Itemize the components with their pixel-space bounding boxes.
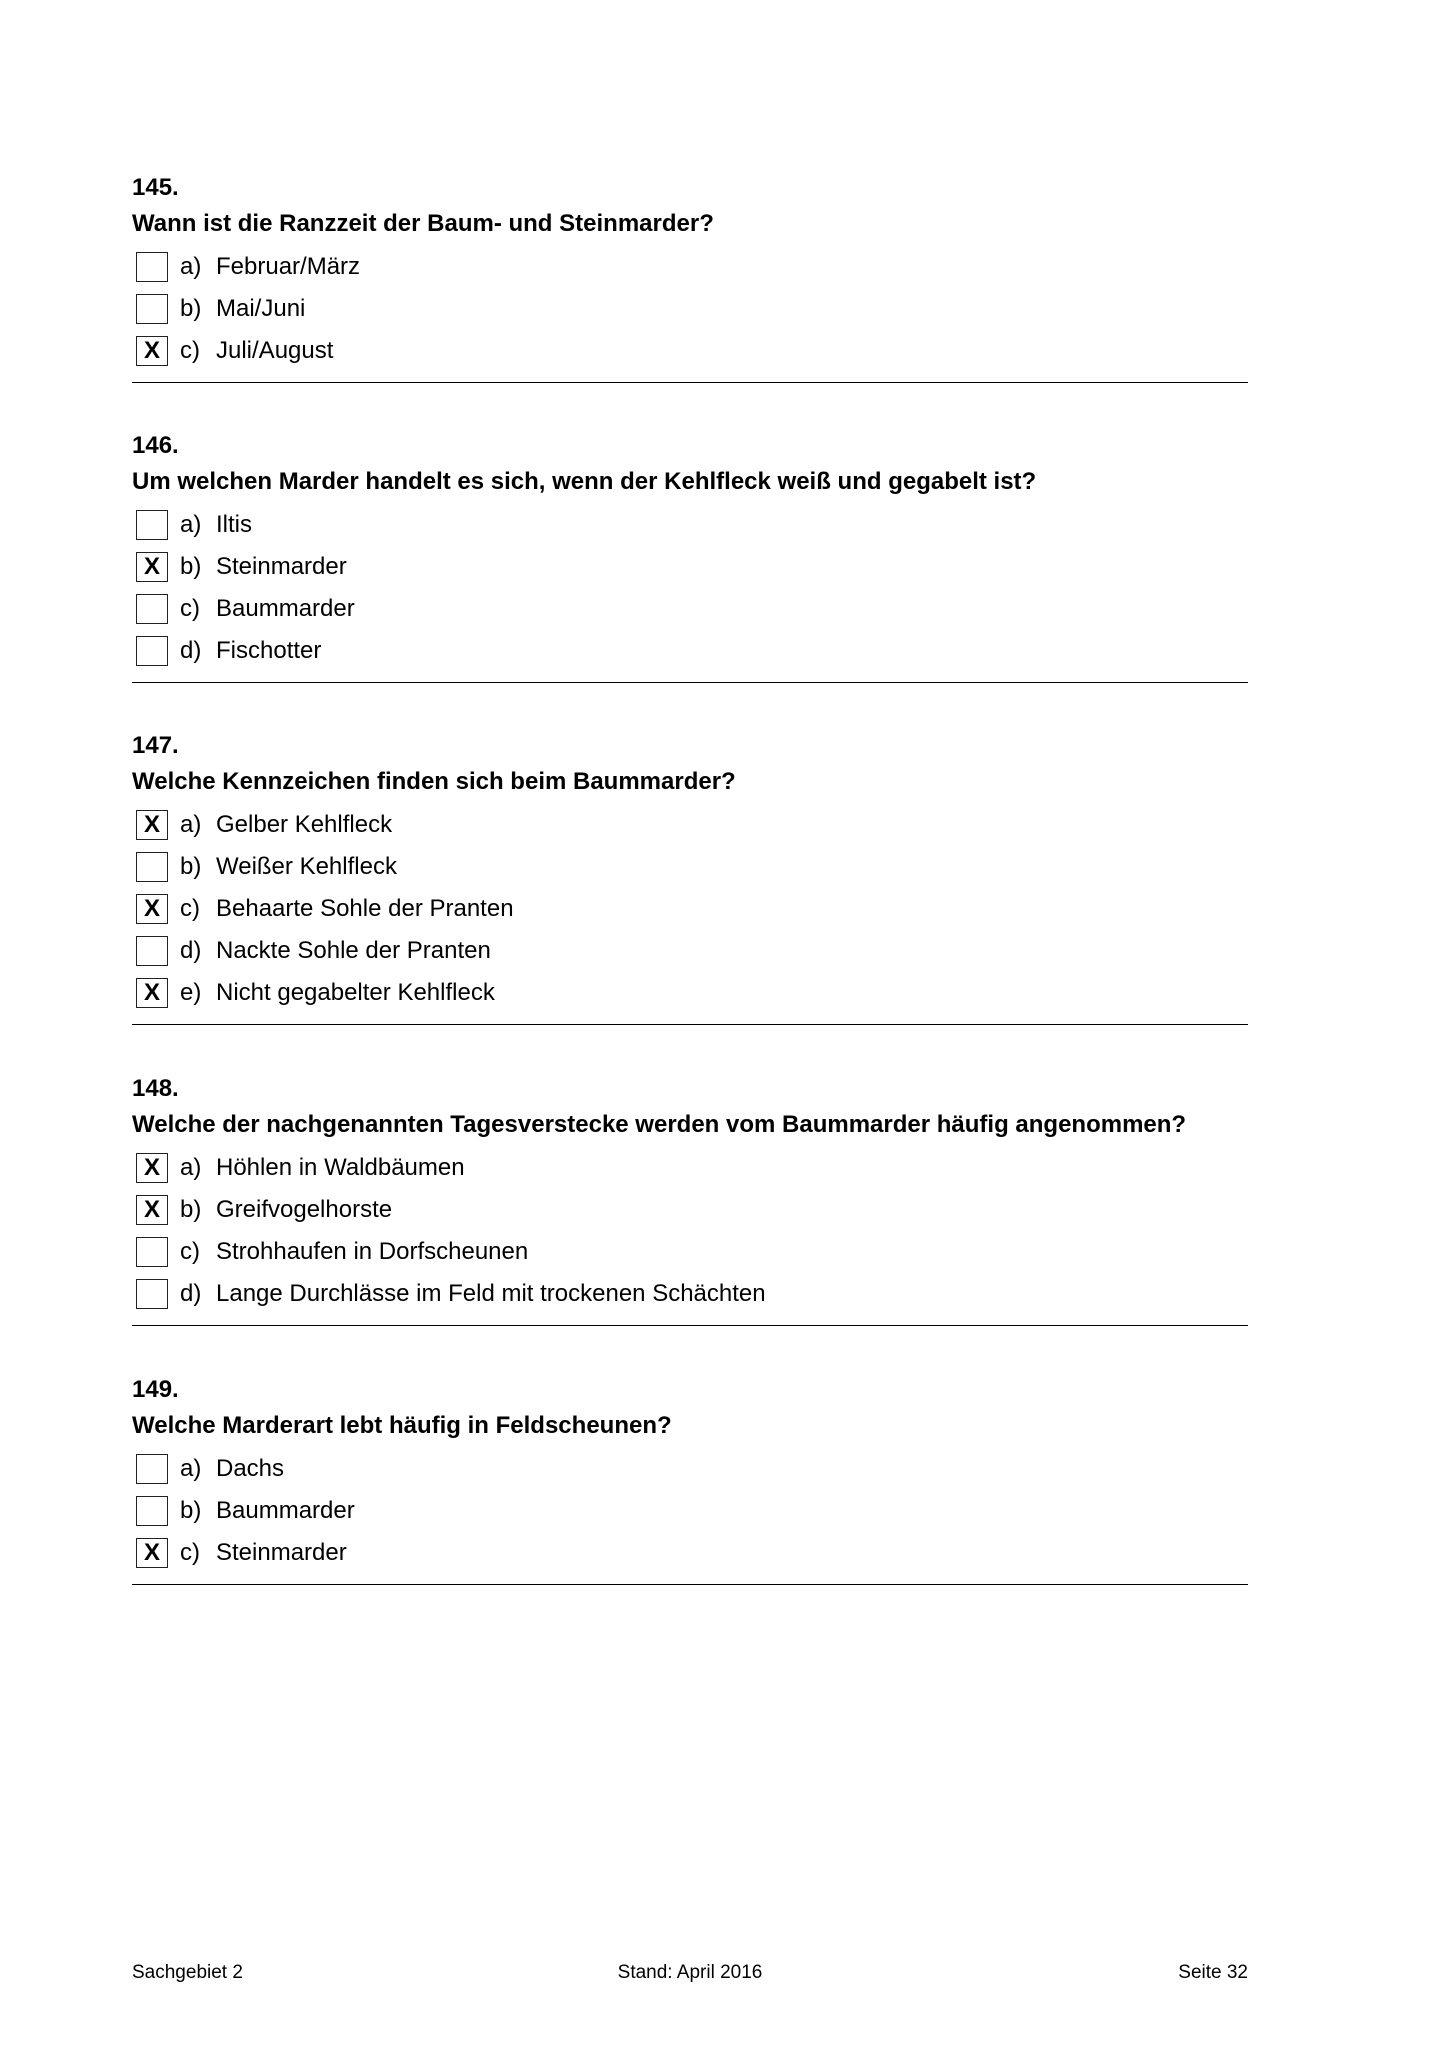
answer-letter: b) bbox=[180, 853, 202, 880]
answer-text: Weißer Kehlfleck bbox=[216, 853, 397, 880]
answer-option-b bbox=[132, 288, 1248, 330]
answer-letter: c) bbox=[180, 1238, 200, 1265]
answer-option-a bbox=[132, 804, 1248, 846]
answer-checkbox[interactable] bbox=[136, 294, 168, 324]
question-divider bbox=[132, 1584, 1248, 1585]
answer-option-e bbox=[132, 972, 1248, 1014]
answer-letter: c) bbox=[180, 1539, 200, 1566]
question-number: 145. bbox=[132, 174, 179, 201]
answer-text: Iltis bbox=[216, 511, 252, 538]
question-number: 146. bbox=[132, 432, 179, 459]
answer-option-a bbox=[132, 246, 1248, 288]
answer-letter: a) bbox=[180, 253, 202, 280]
answer-letter: d) bbox=[180, 1280, 202, 1307]
answer-text: Strohhaufen in Dorfscheunen bbox=[216, 1238, 529, 1265]
answer-text: Gelber Kehlfleck bbox=[216, 811, 393, 838]
answer-text: Höhlen in Waldbäumen bbox=[216, 1154, 465, 1181]
question-146 bbox=[132, 428, 1248, 683]
answer-option-c bbox=[132, 330, 1248, 372]
question-148 bbox=[132, 1071, 1248, 1326]
question-divider bbox=[132, 382, 1248, 383]
question-147 bbox=[132, 728, 1248, 1025]
answer-letter: c) bbox=[180, 337, 200, 364]
answer-option-b bbox=[132, 1490, 1248, 1532]
answer-text: Nicht gegabelter Kehlfleck bbox=[216, 979, 495, 1006]
answer-letter: b) bbox=[180, 553, 202, 580]
answer-text: Steinmarder bbox=[216, 1539, 347, 1566]
answer-text: Nackte Sohle der Pranten bbox=[216, 937, 491, 964]
question-149 bbox=[132, 1372, 1248, 1585]
question-text: Um welchen Marder handelt es sich, wenn der Kehlfleck weiß und gegabelt ist? bbox=[132, 468, 1037, 495]
answer-checkbox[interactable] bbox=[136, 252, 168, 282]
answer-checkbox[interactable]: X bbox=[136, 894, 168, 924]
answer-letter: d) bbox=[180, 637, 202, 664]
footer-subject-area: Sachgebiet 2 bbox=[132, 1962, 243, 1983]
answer-text: Baummarder bbox=[216, 595, 355, 622]
question-number: 147. bbox=[132, 732, 179, 759]
answer-text: Mai/Juni bbox=[216, 295, 306, 322]
answer-letter: a) bbox=[180, 1154, 202, 1181]
question-text: Welche Marderart lebt häufig in Feldscheunen? bbox=[132, 1412, 672, 1439]
answer-option-b bbox=[132, 546, 1248, 588]
answer-text: Baummarder bbox=[216, 1497, 355, 1524]
question-divider bbox=[132, 1024, 1248, 1025]
question-divider bbox=[132, 682, 1248, 683]
answer-checkbox[interactable]: X bbox=[136, 978, 168, 1008]
answer-checkbox[interactable]: X bbox=[136, 1538, 168, 1568]
answer-text: Behaarte Sohle der Pranten bbox=[216, 895, 514, 922]
answer-text: Greifvogelhorste bbox=[216, 1196, 393, 1223]
answer-checkbox[interactable] bbox=[136, 1279, 168, 1309]
answer-text: Februar/März bbox=[216, 253, 361, 280]
answer-letter: a) bbox=[180, 1455, 202, 1482]
question-text: Welche Kennzeichen finden sich beim Baummarder? bbox=[132, 768, 736, 795]
answer-letter: b) bbox=[180, 1196, 202, 1223]
question-divider bbox=[132, 1325, 1248, 1326]
answer-checkbox[interactable]: X bbox=[136, 336, 168, 366]
answer-option-a bbox=[132, 504, 1248, 546]
answer-list bbox=[132, 1147, 1248, 1315]
answer-text: Juli/August bbox=[216, 337, 334, 364]
footer-page-number: Seite 32 bbox=[1178, 1962, 1248, 1983]
answer-list bbox=[132, 804, 1248, 1014]
question-text: Welche der nachgenannten Tagesverstecke werden vom Baummarder häufig angenommen? bbox=[132, 1111, 1187, 1138]
answer-letter: a) bbox=[180, 811, 202, 838]
answer-option-c bbox=[132, 1231, 1248, 1273]
answer-list bbox=[132, 1448, 1248, 1574]
answer-letter: e) bbox=[180, 979, 202, 1006]
answer-text: Steinmarder bbox=[216, 553, 347, 580]
answer-text: Dachs bbox=[216, 1455, 285, 1482]
answer-option-d bbox=[132, 1273, 1248, 1315]
question-145 bbox=[132, 170, 1248, 383]
answer-option-a bbox=[132, 1147, 1248, 1189]
answer-option-c bbox=[132, 1532, 1248, 1574]
question-number: 149. bbox=[132, 1376, 179, 1403]
answer-option-c bbox=[132, 588, 1248, 630]
answer-checkbox[interactable] bbox=[136, 852, 168, 882]
answer-option-b bbox=[132, 846, 1248, 888]
answer-checkbox[interactable] bbox=[136, 636, 168, 666]
answer-list bbox=[132, 504, 1248, 672]
answer-checkbox[interactable] bbox=[136, 1237, 168, 1267]
answer-letter: b) bbox=[180, 295, 202, 322]
answer-checkbox[interactable] bbox=[136, 1454, 168, 1484]
answer-option-b bbox=[132, 1189, 1248, 1231]
answer-checkbox[interactable]: X bbox=[136, 552, 168, 582]
answer-option-a bbox=[132, 1448, 1248, 1490]
answer-list bbox=[132, 246, 1248, 372]
answer-text: Fischotter bbox=[216, 637, 322, 664]
answer-option-d bbox=[132, 930, 1248, 972]
answer-letter: c) bbox=[180, 595, 200, 622]
question-text: Wann ist die Ranzzeit der Baum- und Steinmarder? bbox=[132, 210, 714, 237]
page-footer bbox=[132, 1962, 1248, 1992]
answer-letter: d) bbox=[180, 937, 202, 964]
answer-text: Lange Durchlässe im Feld mit trockenen Schächten bbox=[216, 1280, 766, 1307]
answer-checkbox[interactable] bbox=[136, 936, 168, 966]
answer-checkbox[interactable]: X bbox=[136, 1153, 168, 1183]
answer-letter: c) bbox=[180, 895, 200, 922]
answer-option-c bbox=[132, 888, 1248, 930]
answer-checkbox[interactable] bbox=[136, 510, 168, 540]
answer-checkbox[interactable] bbox=[136, 1496, 168, 1526]
answer-checkbox[interactable]: X bbox=[136, 810, 168, 840]
answer-checkbox[interactable] bbox=[136, 594, 168, 624]
answer-letter: b) bbox=[180, 1497, 202, 1524]
answer-letter: a) bbox=[180, 511, 202, 538]
footer-date: Stand: April 2016 bbox=[617, 1962, 763, 1983]
answer-option-d bbox=[132, 630, 1248, 672]
question-number: 148. bbox=[132, 1075, 179, 1102]
answer-checkbox[interactable]: X bbox=[136, 1195, 168, 1225]
